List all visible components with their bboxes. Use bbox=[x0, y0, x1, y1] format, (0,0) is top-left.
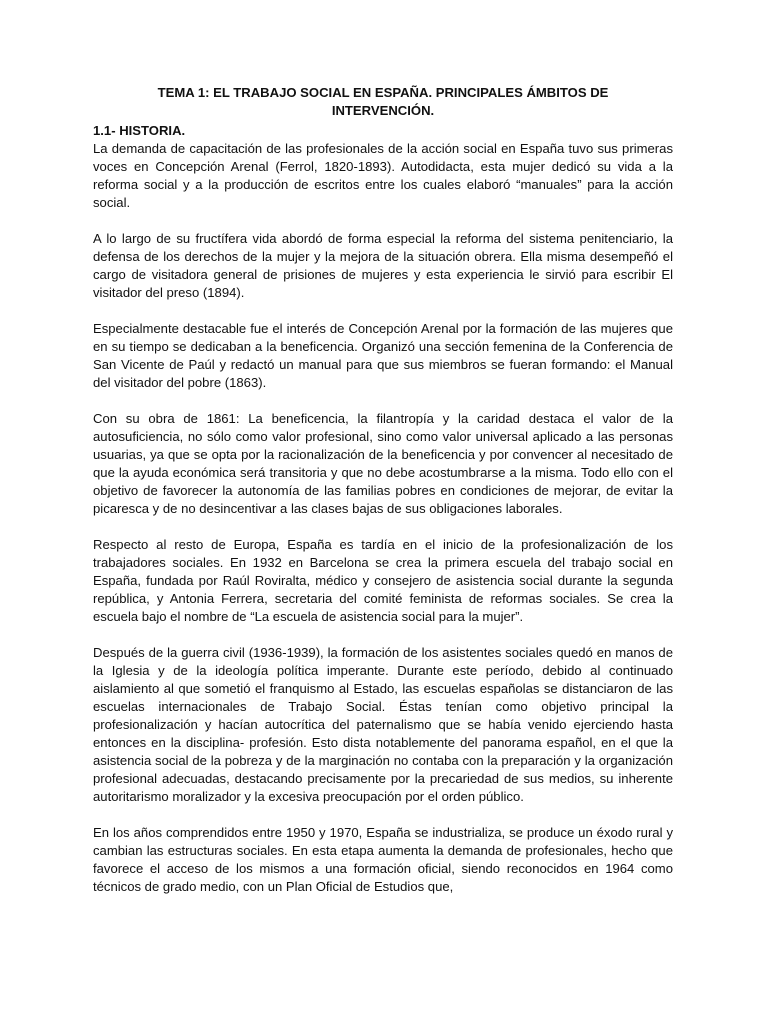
paragraph: Con su obra de 1861: La beneficencia, la filantropía y la caridad destaca el valor de la autosuficiencia, no sólo como valor profesional, sino como valor universal aplicado a las personas usuarias, ya que se opta por la racionalización de la beneficencia y por convencer al necesitado de que la ayuda económica será transitoria y que no debe acostumbrarse a la misma. Todo ello con el objetivo de favorecer la autonomía de las familias pobres en condiciones de mejorar, de evitar la picaresca y de no desincentivar a las clases bajas de sus obligaciones laborales. bbox=[93, 411, 673, 516]
paragraph: La demanda de capacitación de las profesionales de la acción social en España tuvo sus primeras voces en Concepción Arenal (Ferrol, 1820-1893). Autodidacta, esta mujer dedicó su vida a la reforma social y a la producción de escritos entre los cuales elaboró “manuales” para la acción social. bbox=[93, 141, 673, 210]
document-title: TEMA 1: EL TRABAJO SOCIAL EN ESPAÑA. PRINCIPALES ÁMBITOS DE INTERVENCIÓN. bbox=[157, 85, 609, 118]
paragraph: Respecto al resto de Europa, España es tardía en el inicio de la profesionalización de los trabajadores sociales. En 1932 en Barcelona se crea la primera escuela del trabajo social en España, fundada por Raúl Roviralta, médico y consejero de asistencia social durante la segunda república, y Antonia Ferrera, secretaria del comité feminista de reformas sociales. Se crea la escuela bajo el nombre de “La escuela de asistencia social para la mujer”. bbox=[93, 537, 673, 624]
paragraph: Después de la guerra civil (1936-1939), la formación de los asistentes sociales quedó en manos de la Iglesia y de la ideología política imperante. Durante este período, debido al continuado aislamiento al que sometió el franquismo al Estado, las escuelas españolas se distanciaron de las escuelas internacionales de Trabajo Social. Éstas tenían como objetivo principal la profesionalización y hacían autocrítica del paternalismo que se había venido ejerciendo hasta entonces en la disciplina- profesión. Esto dista notablemente del panorama español, en el que la asistencia social de la pobreza y de la marginación no contaba con la preparación y la organización profesional adecuadas, destacando precisamente por la precariedad de sus medios, su inherente autoritarismo moralizador y la excesiva preocupación por el orden público. bbox=[93, 645, 673, 804]
paragraph: Especialmente destacable fue el interés de Concepción Arenal por la formación de las mujeres que en su tiempo se dedicaban a la beneficencia. Organizó una sección femenina de la Conferencia de San Vicente de Paúl y redactó un manual para que sus miembros se fueran formando: el Manual del visitador del pobre (1863). bbox=[93, 321, 673, 390]
section-heading: 1.1- HISTORIA. bbox=[93, 123, 186, 138]
paragraph: En los años comprendidos entre 1950 y 1970, España se industrializa, se produce un éxodo rural y cambian las estructuras sociales. En esta etapa aumenta la demanda de profesionales, hecho que favorece el acceso de los mismos a una formación oficial, siendo reconocidos en 1964 como técnicos de grado medio, con un Plan Oficial de Estudios que, bbox=[93, 825, 673, 894]
paragraph: A lo largo de su fructífera vida abordó de forma especial la reforma del sistema penitenciario, la defensa de los derechos de la mujer y la mejora de la situación obrera. Ella misma desempeñó el cargo de visitadora general de prisiones de mujeres y esta experiencia le sirvió para escribir El visitador del preso (1894). bbox=[93, 231, 673, 300]
document-page bbox=[93, 84, 673, 896]
